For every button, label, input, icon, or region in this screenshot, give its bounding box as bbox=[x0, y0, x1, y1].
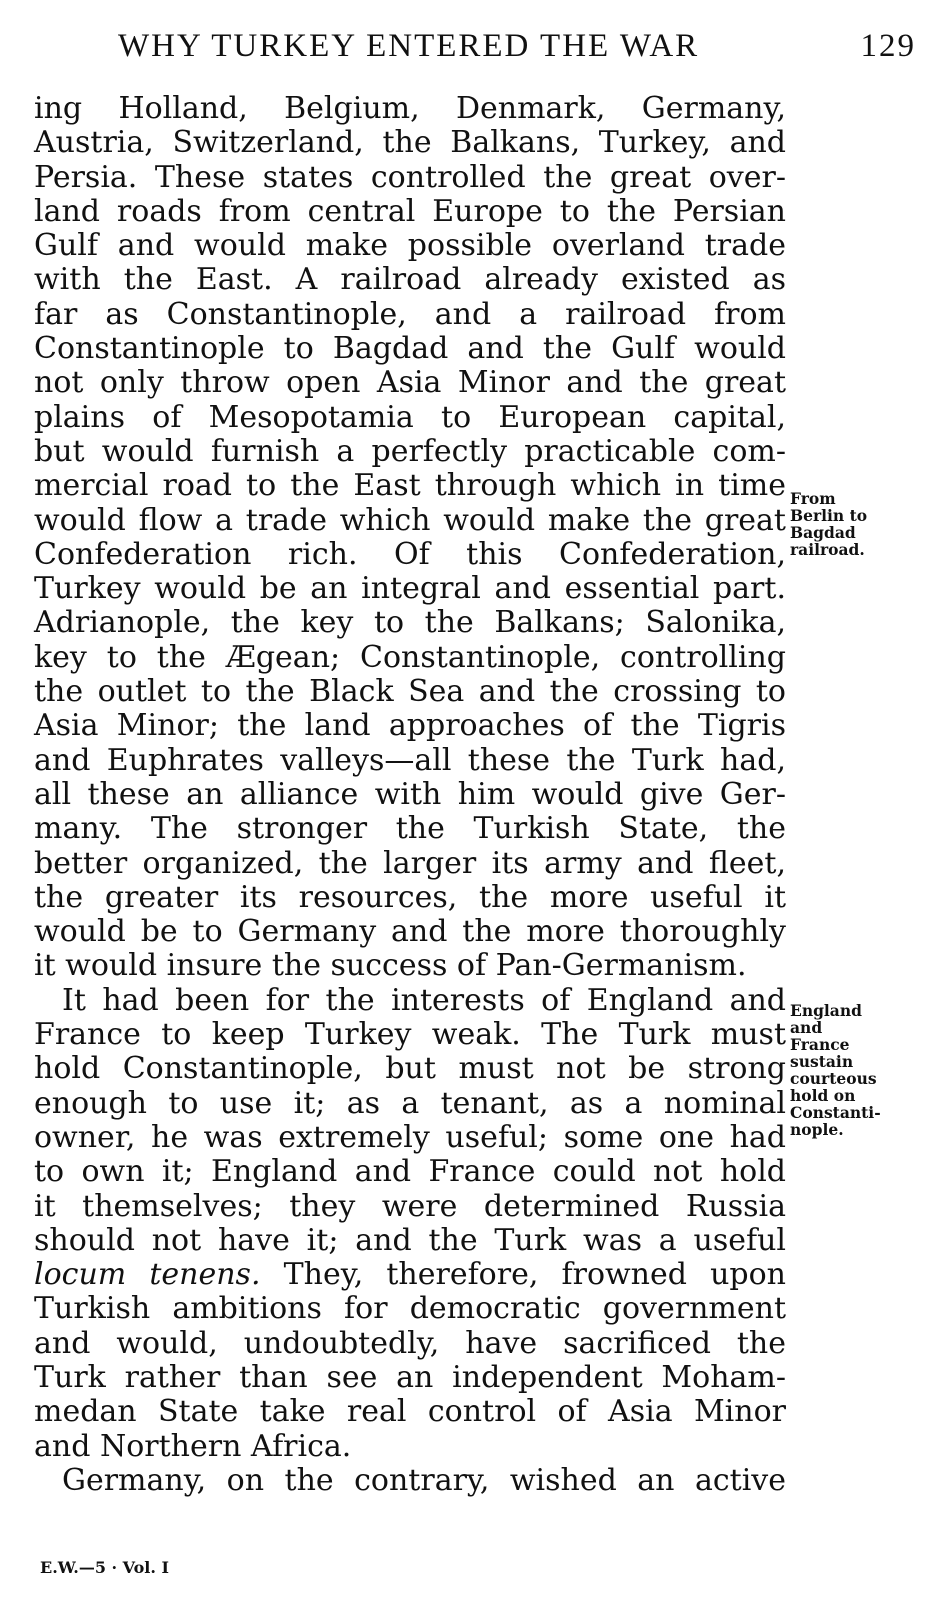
text-line: Austria, Switzerland, the Balkans, Turkey, and bbox=[34, 125, 786, 161]
text-line: It had been for the interests of England and bbox=[62, 982, 786, 1018]
margin-note-line: England bbox=[790, 1001, 862, 1020]
text-line: better organized, the larger its army and fleet, bbox=[34, 845, 786, 881]
text-line: hold Constantinople, but must not be strong bbox=[34, 1051, 786, 1087]
running-title: WHY TURKEY ENTERED THE WAR bbox=[118, 28, 700, 64]
text-line: Adrianople, the key to the Balkans; Salonika, bbox=[34, 605, 786, 641]
text-line: Persia. These states controlled the great over- bbox=[34, 159, 786, 195]
text-line: far as Constantinople, and a railroad from bbox=[34, 296, 786, 332]
margin-note-england-france bbox=[790, 1002, 915, 1138]
text-line: mercial road to the East through which in time bbox=[34, 468, 786, 504]
text-line: key to the Ægean; Constantinople, controlling bbox=[34, 639, 786, 675]
text-line: France to keep Turkey weak. The Turk must bbox=[34, 1017, 786, 1053]
margin-note-line: France bbox=[790, 1035, 850, 1054]
text-line: all these an alliance with him would give Ger- bbox=[34, 776, 786, 812]
margin-note-line: railroad. bbox=[790, 540, 865, 559]
text-line: land roads from central Europe to the Persian bbox=[34, 193, 786, 229]
text-line: Confederation rich. Of this Confederation, bbox=[34, 536, 786, 572]
text-line: plains of Mesopotamia to European capital, bbox=[34, 399, 786, 435]
text-line: should not have it; and the Turk was a useful bbox=[34, 1222, 786, 1258]
text-line: not only throw open Asia Minor and the great bbox=[34, 365, 786, 401]
page-number: 129 bbox=[860, 28, 916, 64]
text-line: medan State take real control of Asia Minor bbox=[34, 1394, 786, 1430]
margin-note-line: nople. bbox=[790, 1120, 844, 1139]
text-line: Asia Minor; the land approaches of the Tigris bbox=[34, 708, 786, 744]
body-text bbox=[34, 92, 786, 1498]
text-line: but would furnish a perfectly practicable com- bbox=[34, 433, 786, 469]
text-line: Turkey would be an integral and essential part. bbox=[34, 571, 786, 607]
text-line: would be to Germany and the more thoroughly bbox=[34, 914, 786, 950]
text-line: the outlet to the Black Sea and the crossing to bbox=[34, 674, 786, 710]
margin-note-line: Constanti- bbox=[790, 1103, 881, 1122]
text-line: it would insure the success of Pan-Germanism. bbox=[34, 948, 747, 984]
text-line-rest: They, therefore, frowned upon bbox=[283, 1257, 786, 1293]
text-line: Constantinople to Bagdad and the Gulf would bbox=[34, 331, 786, 367]
margin-note-line: Bagdad bbox=[790, 523, 856, 542]
running-head bbox=[118, 22, 916, 66]
text-line: to own it; England and France could not hold bbox=[34, 1154, 786, 1190]
text-line: and would, undoubtedly, have sacrificed the bbox=[34, 1325, 786, 1361]
margin-note-line: From bbox=[790, 489, 836, 508]
text-line: and Northern Africa. bbox=[34, 1428, 352, 1464]
text-line: it themselves; they were determined Russia bbox=[34, 1188, 786, 1224]
text-line: with the East. A railroad already existed as bbox=[34, 262, 786, 298]
margin-note-line: courteous bbox=[790, 1069, 877, 1088]
margin-note-line: Berlin to bbox=[790, 506, 868, 525]
text-line: many. The stronger the Turkish State, the bbox=[34, 811, 786, 847]
margin-note-line: sustain bbox=[790, 1052, 854, 1071]
text-line: ing Holland, Belgium, Denmark, Germany, bbox=[34, 91, 786, 126]
text-line: Turkish ambitions for democratic government bbox=[34, 1291, 786, 1327]
text-line: would flow a trade which would make the great bbox=[34, 502, 786, 538]
text-line: Germany, on the contrary, wished an active bbox=[62, 1462, 786, 1498]
text-line bbox=[34, 1258, 786, 1292]
margin-note-line: and bbox=[790, 1018, 823, 1037]
text-line: enough to use it; as a tenant, as a nominal bbox=[34, 1085, 786, 1121]
margin-note-berlin-bagdad bbox=[790, 490, 915, 558]
text-line: owner, he was extremely useful; some one had bbox=[34, 1119, 786, 1155]
text-line: Gulf and would make possible overland trade bbox=[34, 228, 786, 264]
text-line: Turk rather than see an independent Moham- bbox=[34, 1359, 786, 1395]
italic-phrase: locum tenens. bbox=[34, 1257, 261, 1293]
margin-note-line: hold on bbox=[790, 1086, 856, 1105]
text-line: and Euphrates valleys—all these the Turk had, bbox=[34, 742, 786, 778]
text-line: the greater its resources, the more useful it bbox=[34, 879, 786, 915]
signature-mark: E.W.—5 · Vol. I bbox=[40, 1558, 169, 1577]
